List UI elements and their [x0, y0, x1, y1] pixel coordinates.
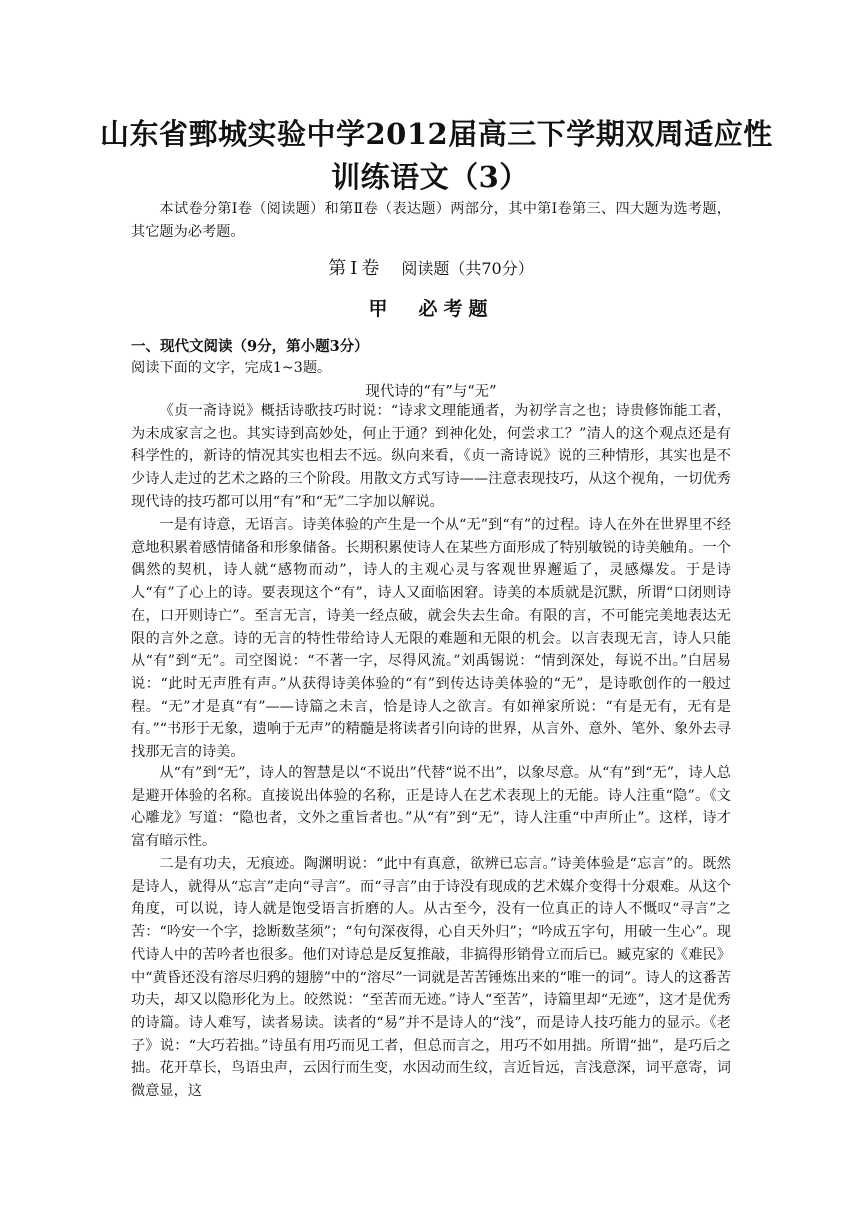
exam-title-line-2: 训练语文（3） [331, 160, 529, 194]
exam-title-line-1: 山东省鄄城实验中学2012届高三下学期双周适应性 [100, 117, 773, 151]
volume-label: 第Ⅰ卷 [328, 258, 384, 279]
article-paragraph-4: 二是有功夫，无痕迹。陶渊明说：“此中有真意，欲辨已忘言。”诗美体验是“忘言”的。既然是诗人，就得从“忘言”走向“寻言”。而“寻言”由于诗没有现成的艺术媒介变得十分艰难。从这个角度，可以说，诗人就是饱受语言折磨的人。从古至今，没有一位真正的诗人不慨叹“寻言”之苦：“吟安一个字，捻断数茎须”；“句句深夜得，心自天外归”；“吟成五字句，用破一生心”。现代诗人中的苦吟者也很多。他们对诗总是反复推敲，非搞得形销骨立而后已。臧克家的《难民》中“黄昏还没有溶尽归鸦的翅膀”中的“溶尽”一词就是苦苦锤炼出来的“唯一的词”。诗人的这番苦功夫，却又以隐形化为上。皎然说：“至苦而无迹。”诗人“至苦”，诗篇里却“无迹”，这才是优秀的诗篇。诗人难写，读者易读。读者的“易”并不是诗人的“浅”，而是诗人技巧能力的显示。《老子》说：“大巧若拙。”诗虽有用巧而见工者，但总而言之，用巧不如用拙。所谓“拙”，是巧后之拙。花开草长，鸟语虫声，云因行而生变，水因动而生纹，言近旨远，言浅意深，词平意寄，词微意显，这 [131, 856, 731, 1100]
volume-heading [131, 254, 731, 280]
question-instruction: 阅读下面的文字，完成1~3题。 [131, 360, 332, 376]
question-heading: 一、现代文阅读（9分，第小题3分） [131, 338, 369, 355]
article-paragraph-2: 一是有诗意，无语言。诗美体验的产生是一个从“无”到“有”的过程。诗人在外在世界里不经意地积累着感情储备和形象储备。长期积累使诗人在某些方面形成了特别敏锐的诗美触角。一个偶然的契机，诗人就“感物而动”，诗人的主观心灵与客观世界邂逅了，灵感爆发。于是诗人“有”了心上的诗。要表现这个“有”，诗人又面临困窘。诗美的本质就是沉默，所谓“口闭则诗在，口开则诗亡”。至言无言，诗美一经点破，就会失去生命。有限的言，不可能完美地表达无限的言外之意。诗的无言的特性带给诗人无限的难题和无限的机会。以言表现无言，诗人只能从“有”到“无”。司空图说：“不著一字，尽得风流。”刘禹锡说：“情到深处，每说不出。”白居易说：“此时无声胜有声。”从获得诗美体验的“有”到传达诗美体验的“无”，是诗歌创作的一般过程。“无”才是真“有”——诗篇之未言，恰是诗人之欲言。有如禅家所说：“有是无有，无有是有。”“书形于无象，遗响于无声”的精髓是将读者引向诗的世界，从言外、意外、笔外、象外去寻找那无言的诗美。 [131, 517, 731, 761]
article-title: 现代诗的“有”与“无” [365, 384, 497, 400]
section-heading: 甲 必考题 [368, 298, 494, 320]
exam-intro: 本试卷分第Ⅰ卷（阅读题）和第Ⅱ卷（表达题）两部分，其中第Ⅰ卷第三、四大题为选考题，其它题为必考题。 [131, 201, 731, 240]
article-paragraph-3: 从“有”到“无”，诗人的智慧是以“不说出”代替“说不出”，以象尽意。从“有”到“无”，诗人总是避开体验的名称。直接说出体验的名称，正是诗人在艺术表现上的无能。诗人注重“隐”。《文心雕龙》写道：“隐也者，文外之重旨者也。”从“有”到“无”，诗人注重“中声所止”。这样，诗才富有暗示性。 [131, 765, 731, 850]
volume-desc: 阅读题（共70分） [401, 259, 534, 278]
article-paragraph-1: 《贞一斋诗说》概括诗歌技巧时说：“诗求文理能通者，为初学言之也；诗贵修饰能工者，为未成家言之也。其实诗到高妙处，何止于通？到神化处，何尝求工？”清人的这个观点还是有科学性的，新诗的情况其实也相去不远。纵向来看，《贞一斋诗说》说的三种情形，其实也是不少诗人走过的艺术之路的三个阶段。用散文方式写诗——注意表现技巧，从这个视角，一切优秀现代诗的技巧都可以用“有”和“无”二字加以解说。 [131, 403, 731, 510]
